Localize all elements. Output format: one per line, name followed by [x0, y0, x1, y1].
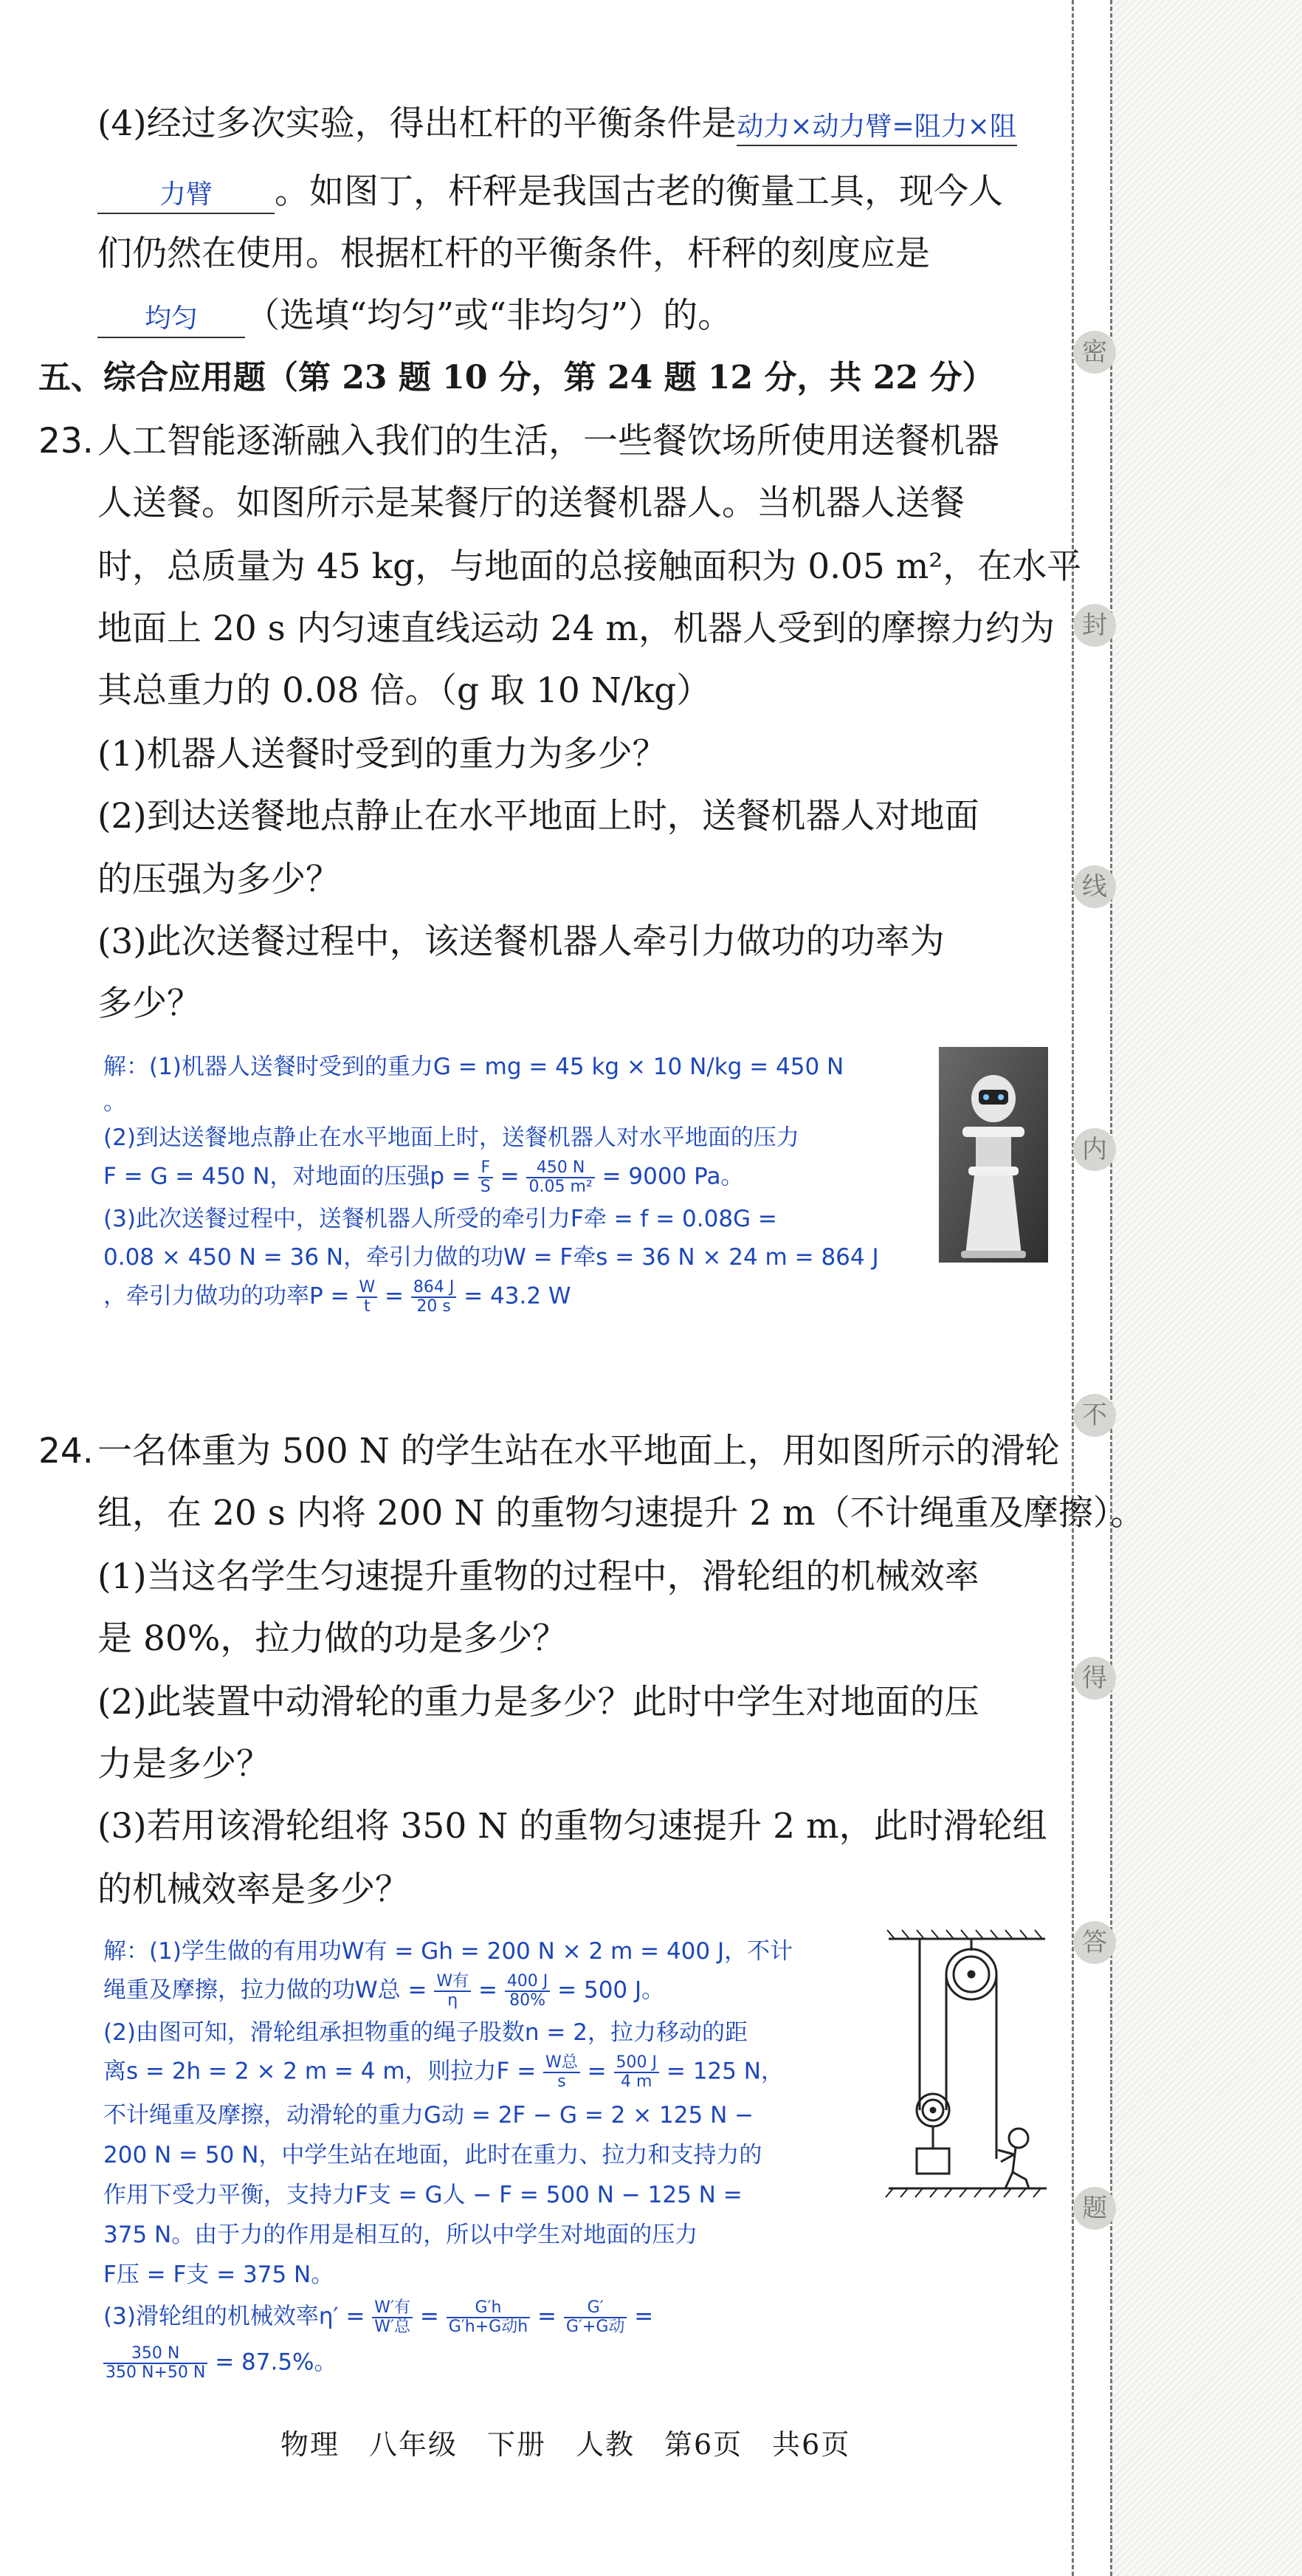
q23-line: (1)机器人送餐时受到的重力为多少？ [97, 734, 667, 774]
q24-line: (3)若用该滑轮组将 350 N 的重物匀速提升 2 m，此时滑轮组 [97, 1806, 1047, 1847]
q24-solution-line: 绳重及摩擦，拉力做的功W总 = $\frac{\text{W有}}{\eta}$ = $\frac{400 J}{80\%}$ = 500 J。 [103, 1972, 665, 2010]
q23-line: (3)此次送餐过程中，该送餐机器人牵引力做功的功率为 [97, 921, 945, 962]
q23-solution-line: F = G = 450 N，对地面的压强p = $\frac{F}{S}$ = $\frac{450 N}{\text{0.05 m²}}$ = 9000 Pa。 [103, 1158, 744, 1196]
q23-line: 其总重力的 0.08 倍。（g 取 10 N/kg） [97, 670, 712, 711]
answer-blank-2: 均匀 [97, 301, 245, 338]
q23-solution-line: 解：(1)机器人送餐时受到的重力G = mg = 45 kg × 10 N/kg = 450 N [103, 1054, 844, 1080]
cut-line-left [1072, 0, 1074, 2576]
q22-line-1: (4)经过多次实验，得出杠杆的平衡条件是动力×动力臂=阻力×阻 [97, 100, 1017, 148]
q22-line-3: 们仍然在使用。根据杠杆的平衡条件，杆秤的刻度应是 [97, 233, 930, 274]
q24-solution-line: 不计绳重及摩擦，动滑轮的重力G动 = 2F − G = 2 × 125 N − [103, 2102, 754, 2129]
q23-number: 23. [38, 421, 94, 461]
q23-line: 人工智能逐渐融入我们的生活，一些餐饮场所使用送餐机器 [97, 421, 999, 461]
q22-line-2: 力臂 。如图丁，杆秤是我国古老的衡量工具，现今人 [97, 168, 1003, 216]
fraction: $\frac{350 N}{350 N+50 N}$ [103, 2345, 207, 2382]
q24-solution-line: 解：(1)学生做的有用功W有 = Gh = 200 N × 2 m = 400 J，不计 [103, 1938, 793, 1965]
margin-seal-4: 内 [1073, 1128, 1116, 1171]
q23-line: (2)到达送餐地点静止在水平地面上时，送餐机器人对地面 [97, 796, 979, 837]
q24-solution-line: 200 N = 50 N，中学生站在地面，此时在重力、拉力和支持力的 [103, 2142, 762, 2168]
q23-solution-line: 。 [103, 1089, 126, 1116]
q23-solution-line: ，牵引力做功的功率P = $\frac{W}{t}$ = $\frac{864 J}{20 s}$ = 43.2 W [103, 1278, 571, 1316]
q23-solution-line: (3)此次送餐过程中，送餐机器人所受的牵引力F牵 = f = 0.08G = [103, 1206, 777, 1232]
margin-seal-2: 封 [1073, 604, 1116, 647]
delivery-robot-photo [939, 1047, 1048, 1263]
q24-solution-line: 作用下受力平衡，支持力F支 = G人 − F = 500 N − 125 N = [103, 2182, 743, 2208]
q24-number: 24. [38, 1431, 94, 1471]
fraction: $\frac{500 J}{4 m}$ [614, 2054, 659, 2091]
fraction: $\frac{864 J}{20 s}$ [411, 1279, 456, 1316]
fraction: $\frac{G'h}{\text{G′h+G动h}}$ [447, 2299, 530, 2336]
q24-solution-line: (2)由图可知，滑轮组承担物重的绳子股数n = 2，拉力移动的距 [103, 2019, 748, 2046]
q23-line: 地面上 20 s 内匀速直线运动 24 m，机器人受到的摩擦力约为 [97, 608, 1055, 649]
answer-blank-1-cont: 力臂 [97, 177, 275, 214]
q24-solution-line: 离s = 2h = 2 × 2 m = 4 m，则拉力F = $\frac{\text{W总}}{s}$ = $\frac{500 J}{4 m}$ = 125 N， [103, 2053, 784, 2091]
fraction: $\frac{\text{W有}}{\eta}$ [434, 1973, 471, 2010]
q24-solution-line: (3)滑轮组的机械效率η′ = $\frac{\text{W′有}}{\text{W′总}}$ = $\frac{G'h}{\text{G′h+G动h}}$ = $\frac{G'}{\text{G′+G动}}$ = [103, 2298, 654, 2336]
margin-seal-8: 题 [1073, 2187, 1116, 2230]
fraction: $\frac{400 J}{80\%}$ [505, 1973, 550, 2010]
q24-line: 是 80%，拉力做的功是多少？ [97, 1618, 568, 1659]
margin-seal-3: 线 [1073, 865, 1116, 908]
q24-line: 的机械效率是多少？ [97, 1869, 410, 1910]
q24-solution-line: F压 = F支 = 375 N。 [103, 2261, 334, 2288]
fraction: $\frac{G'}{\text{G′+G动}}$ [564, 2299, 627, 2336]
section-heading: 五、综合应用题（第 23 题 10 分，第 24 题 12 分，共 22 分） [38, 359, 995, 396]
margin-shade [1112, 0, 1302, 2576]
q24-line: 一名体重为 500 N 的学生站在水平地面上，用如图所示的滑轮 [97, 1431, 1060, 1471]
fraction: $\frac{W}{t}$ [356, 1279, 377, 1316]
q24-line: 力是多少？ [97, 1744, 271, 1785]
margin-seal-7: 答 [1073, 1921, 1116, 1964]
q23-line: 多少？ [97, 983, 202, 1024]
q24-line: (2)此装置中动滑轮的重力是多少？此时中学生对地面的压 [97, 1682, 979, 1723]
q24-line: 组，在 20 s 内将 200 N 的重物匀速提升 2 m（不计绳重及摩擦）。 [97, 1493, 1146, 1533]
cut-line-right [1110, 0, 1112, 2576]
q24-solution-line: $\frac{350 N}{350 N+50 N}$ = 87.5%。 [103, 2345, 337, 2382]
q24-solution-line: 375 N。由于力的作用是相互的，所以中学生对地面的压力 [103, 2222, 698, 2248]
fraction: $\frac{\text{W总}}{s}$ [543, 2054, 580, 2091]
margin-seal-5: 不 [1073, 1394, 1116, 1437]
q22-line-4: 均匀 （选填“均匀”或“非均匀”）的。 [97, 292, 732, 340]
q23-line: 人送餐。如图所示是某餐厅的送餐机器人。当机器人送餐 [97, 483, 965, 523]
q23-solution-line: (2)到达送餐地点静止在水平地面上时，送餐机器人对水平地面的压力 [103, 1124, 799, 1151]
pulley-system-diagram [883, 1928, 1053, 2209]
q23-line: 时，总质量为 45 kg，与地面的总接触面积为 0.05 m²，在水平 [97, 546, 1082, 587]
answer-blank-1: 动力×动力臂=阻力×阻 [737, 109, 1017, 146]
q23-line: 的压强为多少？ [97, 859, 340, 900]
margin-seal-6: 得 [1073, 1657, 1116, 1700]
binding-margin [1072, 0, 1302, 2576]
fraction: $\frac{\text{W′有}}{\text{W′总}}$ [372, 2299, 413, 2336]
fraction: $\frac{F}{S}$ [478, 1159, 493, 1196]
q24-line: (1)当这名学生匀速提升重物的过程中，滑轮组的机械效率 [97, 1556, 979, 1597]
margin-seal-1: 密 [1073, 331, 1116, 374]
page-footer: 物理 八年级 下册 人教 第6页 共6页 [280, 2428, 851, 2461]
fraction: $\frac{450 N}{\text{0.05 m²}}$ [526, 1159, 594, 1196]
q23-solution-line: 0.08 × 450 N = 36 N，牵引力做的功W = F牵s = 36 N × 24 m = 864 J [103, 1244, 879, 1271]
